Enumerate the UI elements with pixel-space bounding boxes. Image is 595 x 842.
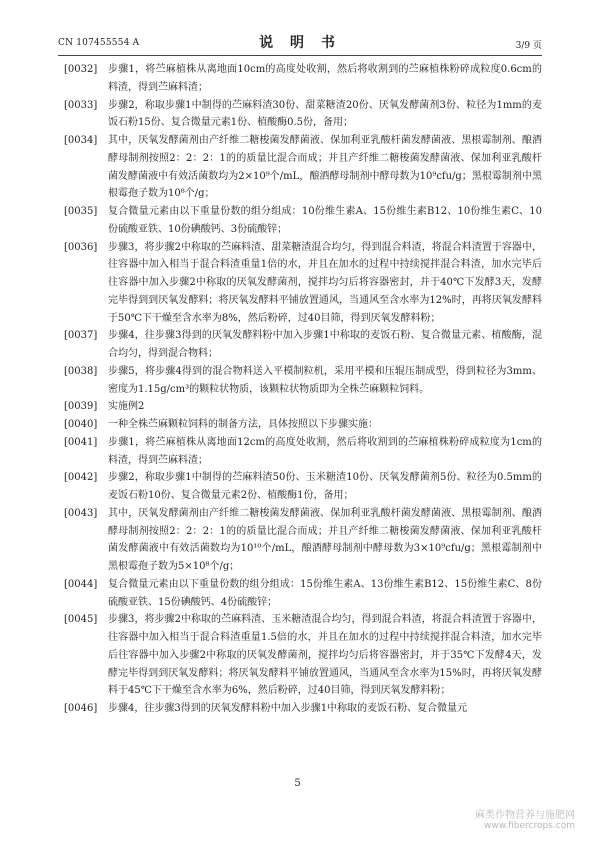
watermark-url: www.fibercrops.com xyxy=(484,821,575,831)
page-number: 5 xyxy=(294,778,301,789)
paragraph xyxy=(64,434,542,470)
paragraph xyxy=(64,398,542,416)
paragraph-number: [0041] xyxy=(64,436,98,448)
paragraph xyxy=(64,469,542,505)
paragraph xyxy=(64,416,542,434)
paragraph-text: 复合微量元素由以下重量份数的组分组成：10份维生素A、15份维生素B12、10份维生素C、10份硫酸亚铁、10份碘酸钙、3份硫酸锌； xyxy=(108,206,542,235)
paragraph-text: 步骤2，称取步骤1中制得的苎麻料渣50份、玉米糖渣10份、厌氧发酵菌剂5份、粒径为0.5mm的麦饭石粉10份、复合微量元素2份、植酸酶1份，备用； xyxy=(108,472,542,501)
paragraph-text: 步骤3，将步骤2中称取的苎麻料渣、甜菜糖渣混合均匀，得到混合料渣，将混合料渣置于容器中，往容器中加入相当于混合料渣重量1倍的水，并且在加水的过程中持续搅拌混合料渣，加水完毕后往容器中加入步骤2中称取的厌氧发酵菌剂，搅拌均匀后将容器密封，并于40℃下发酵3天，发酵完毕得到到厌氧发酵料；将厌氧发酵料平铺放置通风，当通风至含水率为12%时，再将厌氧发酵料于50℃下干燥至含水率为8%，然后粉碎，过40目筛，得到厌氧发酵料粉； xyxy=(108,241,542,324)
paragraph-number: [0039] xyxy=(64,401,98,413)
paragraph-number: [0038] xyxy=(64,365,98,377)
header-divider xyxy=(58,55,542,56)
paragraph xyxy=(64,611,542,700)
paragraph-number: [0036] xyxy=(64,241,98,253)
paragraph-text: 步骤2，称取步骤1中制得的苎麻料渣30份、甜菜糖渣20份、厌氧发酵菌剂3份、粒径为1mm的麦饭石粉15份、复合微量元素1份、植酸酶0.5份，备用； xyxy=(108,99,542,129)
paragraph-text: 其中，厌氧发酵菌剂由产纤维二糖梭菌发酵菌液、保加利亚乳酸杆菌发酵菌液、黑根霉制剂、酿酒酵母制剂按照2：2：2：1的的质量比混合而成；并且产纤维二糖梭菌发酵菌液、保加利亚乳酸杆菌发酵菌液中有效活菌数均为2×10⁹个/mL，酿酒酵母制剂中酵母数为10⁹cfu/g；黑根霉制剂中黑根霉孢子数为10⁸个/g； xyxy=(108,135,542,200)
paragraph-text: 步骤5，将步骤4得到的混合物料送入平模制粒机，采用平模和压辊压制成型，得到粒径为3mm、密度为1.15g/cm³的颗粒状物质，该颗粒状物质即为全株苎麻颗粒饲料。 xyxy=(108,365,542,395)
paragraph xyxy=(64,700,542,718)
paragraph xyxy=(64,363,542,399)
paragraph xyxy=(64,239,542,328)
paragraph-text: 实施例2 xyxy=(108,401,145,413)
paragraph-number: [0040] xyxy=(64,419,98,430)
paragraph-text: 步骤4，往步骤3得到的厌氧发酵料粉中加入步骤1中称取的麦饭石粉、复合微量元素、植酸酶，混合均匀，得到混合物料； xyxy=(108,330,542,359)
paragraph-text: 步骤4，往步骤3得到的厌氧发酵料粉中加入步骤1中称取的麦饭石粉、复合微量元 xyxy=(108,703,468,714)
paragraph-number: [0044] xyxy=(64,578,98,590)
paragraph-text: 其中，厌氧发酵菌剂由产纤维二糖梭菌发酵菌液、保加利亚乳酸杆菌发酵菌液、黑根霉制剂、酿酒酵母制剂按照2：2：2：1的的质量比混合而成；并且产纤维二糖梭菌发酵菌液、保加利亚乳酸杆菌发酵菌液中有效活菌数均为10¹⁰个/mL，酿酒酵母制剂中酵母数为3×10⁹cfu/g；黑根霉制剂中黑根霉孢子数为5×10⁸个/g； xyxy=(108,507,542,572)
document-body xyxy=(64,61,542,718)
paragraph xyxy=(64,132,542,203)
page-header xyxy=(58,30,542,52)
paragraph xyxy=(64,327,542,363)
paragraph-number: [0042] xyxy=(64,472,98,484)
paragraph-number: [0033] xyxy=(64,99,98,111)
paragraph-number: [0043] xyxy=(64,507,98,519)
document-title: 说 明 书 xyxy=(259,35,341,51)
paragraph-number: [0045] xyxy=(64,614,98,626)
paragraph xyxy=(64,505,542,576)
site-watermark xyxy=(475,806,575,831)
paragraph-number: [0035] xyxy=(64,206,98,217)
paragraph-number: [0032] xyxy=(64,64,98,75)
paragraph-text: 步骤1，将苎麻植株从离地面10cm的高度处收割，然后将收割到的苎麻植株粉碎成粒度0.6cm的料渣，得到苎麻料渣； xyxy=(108,64,542,93)
paragraph-text: 复合微量元素由以下重量份数的组分组成：15份维生素A、13份维生素B12、15份维生素C、8份硫酸亚铁、15份碘酸钙、4份硫酸锌； xyxy=(108,578,542,608)
paragraph-text: 一种全株苎麻颗粒饲料的制备方法，具体按照以下步骤实施： xyxy=(108,419,378,430)
paragraph xyxy=(64,97,542,133)
paragraph-number: [0037] xyxy=(64,330,98,342)
page-indicator: 3/9 页 xyxy=(515,41,542,51)
paragraph xyxy=(64,576,542,612)
publication-number: CN 107455554 A xyxy=(58,38,140,48)
paragraph-text: 步骤3，将步骤2中称取的苎麻料渣、玉米糖渣混合均匀，得到混合料渣，将混合料渣置于容器中，往容器中加入相当于混合料渣重量1.5倍的水，并且在加水的过程中持续搅拌混合料渣，加水完毕后往容器中加入步骤2中称取的厌氧发酵菌剂，搅拌均匀后将容器密封，并于35℃下发酵4天，发酵完毕得到到厌氧发酵料；将厌氧发酵料平铺放置通风，当通风至含水率为15%时，再将厌氧发酵料于45℃下干燥至含水率为6%，然后粉碎，过40目筛，得到厌氧发酵料粉； xyxy=(108,614,542,697)
paragraph xyxy=(64,203,542,239)
paragraph-number: [0046] xyxy=(64,703,98,714)
paragraph-number: [0034] xyxy=(64,135,98,146)
paragraph-text: 步骤1，将苎麻植株从离地面12cm的高度处收割，然后将收割到的苎麻植株粉碎成粒度为1cm的料渣，得到苎麻料渣； xyxy=(108,436,542,466)
paragraph xyxy=(64,61,542,97)
watermark-site-name: 麻类作物营养与施肥网 xyxy=(475,810,575,821)
